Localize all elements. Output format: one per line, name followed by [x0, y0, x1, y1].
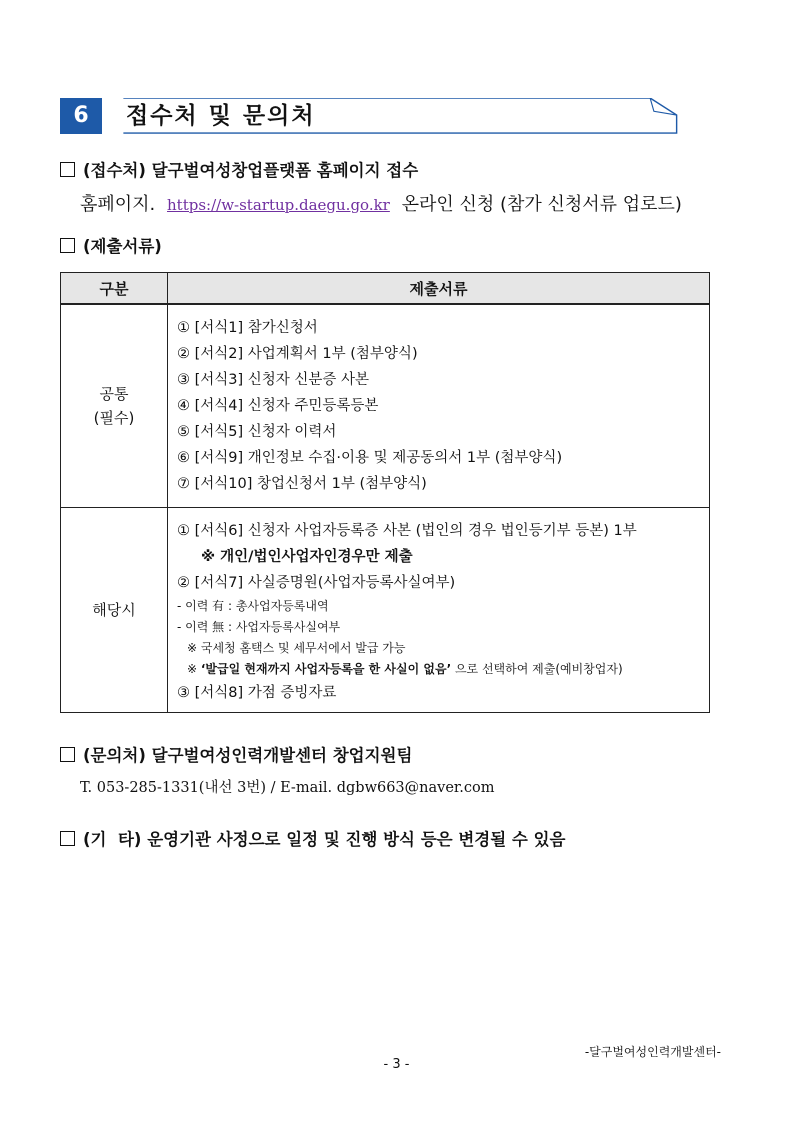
etc-heading-text: (기 타) 운영기관 사정으로 일정 및 진행 방식 등은 변경될 수 있음: [83, 830, 566, 849]
list-item: ② [서식7] 사실증명원(사업자등록사실여부): [177, 575, 456, 591]
sub-item: - 이력 有 : 총사업자등록내역: [177, 599, 329, 613]
table-row-common: [61, 304, 710, 508]
page-number: - 3 -: [383, 1057, 410, 1072]
applicable-documents: [168, 508, 710, 713]
list-item: ③ [서식8] 가점 증빙자료: [177, 685, 337, 701]
col-documents-header: 제출서류: [168, 273, 710, 305]
category-applicable: 해당시: [61, 508, 168, 713]
category-common-line2: (필수): [93, 409, 135, 427]
list-item: ③ [서식3] 신청자 신분증 사본: [177, 372, 370, 388]
sub-note: ※ 국세청 홈택스 및 세무서에서 발급 가능: [187, 641, 406, 655]
checkbox-square-icon: [60, 831, 75, 846]
submission-heading-text: (접수처) 달구벌여성창업플랫폼 홈페이지 접수: [83, 161, 419, 180]
list-item: ② [서식2] 사업계획서 1부 (첨부양식): [177, 346, 418, 362]
checkbox-square-icon: [60, 162, 75, 177]
list-item: ⑦ [서식10] 창업신청서 1부 (첨부양식): [177, 476, 427, 492]
section-header: [60, 96, 693, 140]
homepage-line: [80, 190, 682, 216]
section-number: 6: [60, 98, 102, 134]
documents-table: [60, 272, 710, 713]
checkbox-square-icon: [60, 238, 75, 253]
col-category-header: 구분: [61, 273, 168, 305]
list-item: ④ [서식4] 신청자 주민등록등본: [177, 398, 379, 414]
section-title: 접수처 및 문의처: [126, 103, 316, 129]
homepage-suffix: 온라인 신청 (참가 신청서류 업로드): [401, 194, 682, 215]
sub-note-bold: ‘발급일 현재까지 사업자등록을 한 사실이 없음’: [200, 662, 452, 676]
documents-heading: [60, 233, 162, 257]
sub-note: [177, 659, 709, 680]
category-common-line1: 공통: [99, 385, 129, 403]
sub-item: - 이력 無 : 사업자등록사실여부: [177, 620, 341, 634]
checkbox-square-icon: [60, 747, 75, 762]
category-common: [61, 304, 168, 508]
list-item: ① [서식1] 참가신청서: [177, 320, 318, 336]
table-row-applicable: [61, 508, 710, 713]
sub-note-prefix: ※: [187, 662, 201, 676]
list-item-note: ※ 개인/법인사업자인경우만 제출: [201, 549, 413, 565]
contact-heading-text: (문의처) 달구벌여성인력개발센터 창업지원팀: [83, 746, 413, 765]
homepage-prefix: 홈페이지.: [80, 194, 156, 215]
sub-note-suffix: 으로 선택하여 제출(예비창업자): [451, 662, 623, 676]
footer-org: -달구벌여성인력개발센터-: [584, 1045, 721, 1059]
list-item: ⑥ [서식9] 개인정보 수집·이용 및 제공동의서 1부 (첨부양식): [177, 450, 563, 466]
list-item: ① [서식6] 신청자 사업자등록증 사본 (법인의 경우 법인등기부 등본) 1부: [177, 523, 637, 539]
contact-heading: [60, 742, 412, 766]
contact-details: T. 053-285-1331(내선 3번) / E-mail. dgbw663@naver.com: [80, 780, 495, 796]
submission-heading: [60, 157, 418, 181]
documents-heading-text: (제출서류): [83, 237, 162, 256]
homepage-link[interactable]: https://w-startup.daegu.go.kr: [167, 196, 390, 214]
common-documents: [168, 304, 710, 508]
etc-heading: [60, 826, 566, 850]
table-header-row: [61, 273, 710, 305]
list-item: ⑤ [서식5] 신청자 이력서: [177, 424, 337, 440]
